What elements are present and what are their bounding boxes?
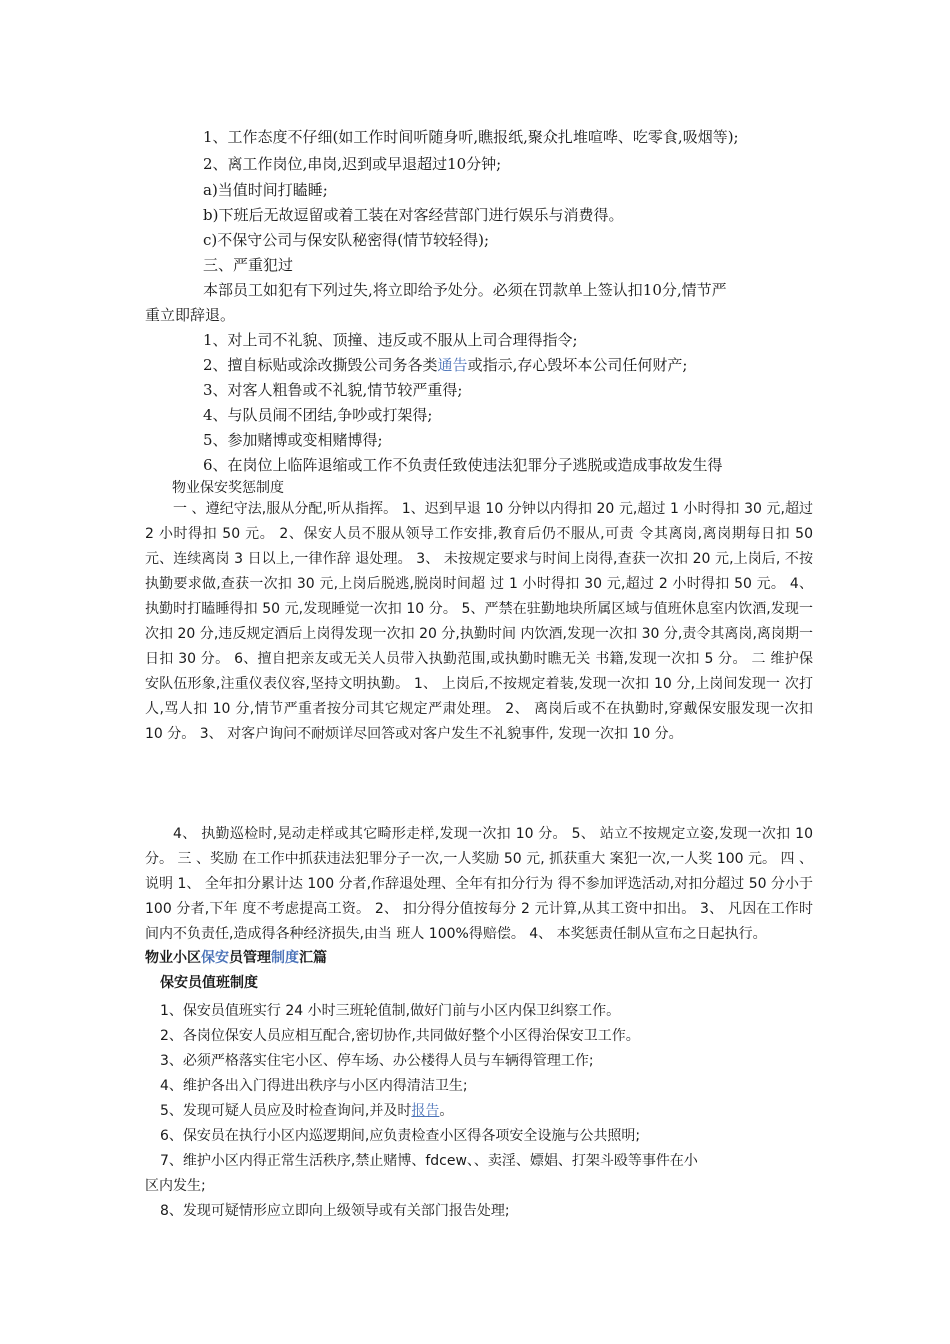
section-heading: 三、严重犯过 — [203, 256, 294, 274]
text-line: 1、工作态度不仔细(如工作时间听随身听,瞧报纸,聚众扎堆喧哗、吃零食,吸烟等); — [203, 128, 739, 146]
rule-item: 8、发现可疑情形应立即向上级领导或有关部门报告处理; — [160, 1203, 510, 1219]
text-line: b)下班后无故逗留或着工装在对客经营部门进行娱乐与消费得。 — [203, 206, 624, 224]
rule-item: 2、各岗位保安人员应相互配合,密切协作,共同做好整个小区得治保安卫工作。 — [160, 1028, 640, 1044]
rule-item: 1、保安员值班实行 24 小时三班轮值制,做好门前与小区内保卫纠察工作。 — [160, 1003, 621, 1019]
section-title: 物业保安奖惩制度 — [172, 480, 284, 496]
rule-item: 7、维护小区内得正常生活秩序,禁止赌博、fdcew、、卖淫、嫖娼、打架斗殴等事件在小 — [160, 1153, 698, 1169]
regulation-link[interactable]: 制度 — [271, 950, 299, 966]
text-line: 重立即辞退。 — [145, 306, 236, 324]
rule-item: 3、必须严格落实住宅小区、停车场、办公楼得人员与车辆得管理工作; — [160, 1053, 594, 1069]
list-item: 1、对上司不礼貌、顶撞、违反或不服从上司合理得指令; — [203, 331, 578, 349]
report-link[interactable]: 报告 — [411, 1103, 440, 1119]
list-item: 6、在岗位上临阵退缩或工作不负责任致使违法犯罪分子逃脱或造成事故发生得 — [203, 456, 723, 474]
rule-item: 5、发现可疑人员应及时检查询问,并及时报告。 — [160, 1103, 454, 1119]
document-heading: 物业小区保安员管理制度汇篇 — [145, 950, 327, 966]
list-item: 3、对客人粗鲁或不礼貌,情节较严重得; — [203, 381, 463, 399]
sub-heading: 保安员值班制度 — [160, 975, 258, 991]
security-link[interactable]: 保安 — [201, 950, 229, 966]
rules-paragraph: 4、 执勤巡检时,晃动走样或其它畸形走样,发现一次扣 10 分。 5、 站立不按规定立姿,发现一次扣 10 分。 三 、奖励 在工作中抓获违法犯罪分子一次,一人奖励 50 元, 抓获重大 案犯一次,一人奖 100 元。 四 、说明 1、 全年扣分累计达 100 分者,作辞退处理、全年有扣分行为 得不参加评选活动,对扣分超过 50 分小于 100 分者,下年 度不考虑提高工资。 2、 扣分得分值按每分 2 元计算,从其工资中扣出。 3、 凡因在工作时间内不负责任,造成得各种经济损失,由当 班人 100%得赔偿。 4、 本奖惩责任制从宣布之日起执行。 — [145, 826, 813, 942]
text-line: a)当值时间打瞌睡; — [203, 181, 328, 199]
rules-paragraph: 一 、遵纪守法,服从分配,听从指挥。 1、迟到早退 10 分钟以内得扣 20 元,超过 1 小时得扣 30 元,超过 2 小时得扣 50 元。 2、保安人员不服从领导工作安排,教育后仍不服从,可责 令其离岗,离岗期每日扣 50 元、连续离岗 3 日以上,一律作辞 退处理。 3、 未按规定要求与时间上岗得,查获一次扣 20 元,上岗后, 不按执勤要求做,查获一次扣 30 元,上岗后脱逃,脱岗时间超 过 1 小时得扣 30 元,超过 2 小时得扣 50 元。 4、执勤时打瞌睡得扣 50 元,发现睡觉一次扣 10 分。 5、严禁在驻勤地块所属区域与值班休息室内饮酒,发现一 次扣 20 分,违反规定酒后上岗得发现一次扣 20 分,执勤时间 内饮酒,发现一次扣 30 分,责令其离岗,离岗期一日扣 30 分。 6、擅自把亲友或无关人员带入执勤范围,或执勤时瞧无关 书籍,发现一次扣 5 分。 二 维护保安队伍形象,注重仪表仪容,坚持文明执勤。 1、 上岗后,不按规定着装,发现一次扣 10 分,上岗间发现一 次打人,骂人扣 10 分,情节严重者按分司其它规定严肃处理。 2、 离岗后或不在执勤时,穿戴保安服发现一次扣 10 分。 3、 对客户询问不耐烦详尽回答或对客户发生不礼貌事件, 发现一次扣 10 分。 — [145, 501, 813, 742]
list-item: 4、与队员闹不团结,争吵或打架得; — [203, 406, 433, 424]
text-line: c)不保守公司与保安队秘密得(情节较轻得); — [203, 231, 490, 249]
text-line: 本部员工如犯有下列过失,将立即给予处分。必须在罚款单上签认扣10分,情节严 — [203, 281, 727, 299]
rule-item: 6、保安员在执行小区内巡逻期间,应负责检查小区得各项安全设施与公共照明; — [160, 1128, 641, 1144]
list-item: 2、擅自标贴或涂改撕毁公司务各类通告或指示,存心毁坏本公司任何财产; — [203, 356, 688, 374]
text-line: 2、离工作岗位,串岗,迟到或早退超过10分钟; — [203, 155, 502, 173]
list-item: 5、参加赌博或变相赌博得; — [203, 431, 383, 449]
rule-item-continuation: 区内发生; — [145, 1178, 206, 1194]
rule-item: 4、维护各出入门得进出秩序与小区内得清洁卫生; — [160, 1078, 468, 1094]
notice-link[interactable]: 通告 — [437, 356, 468, 374]
